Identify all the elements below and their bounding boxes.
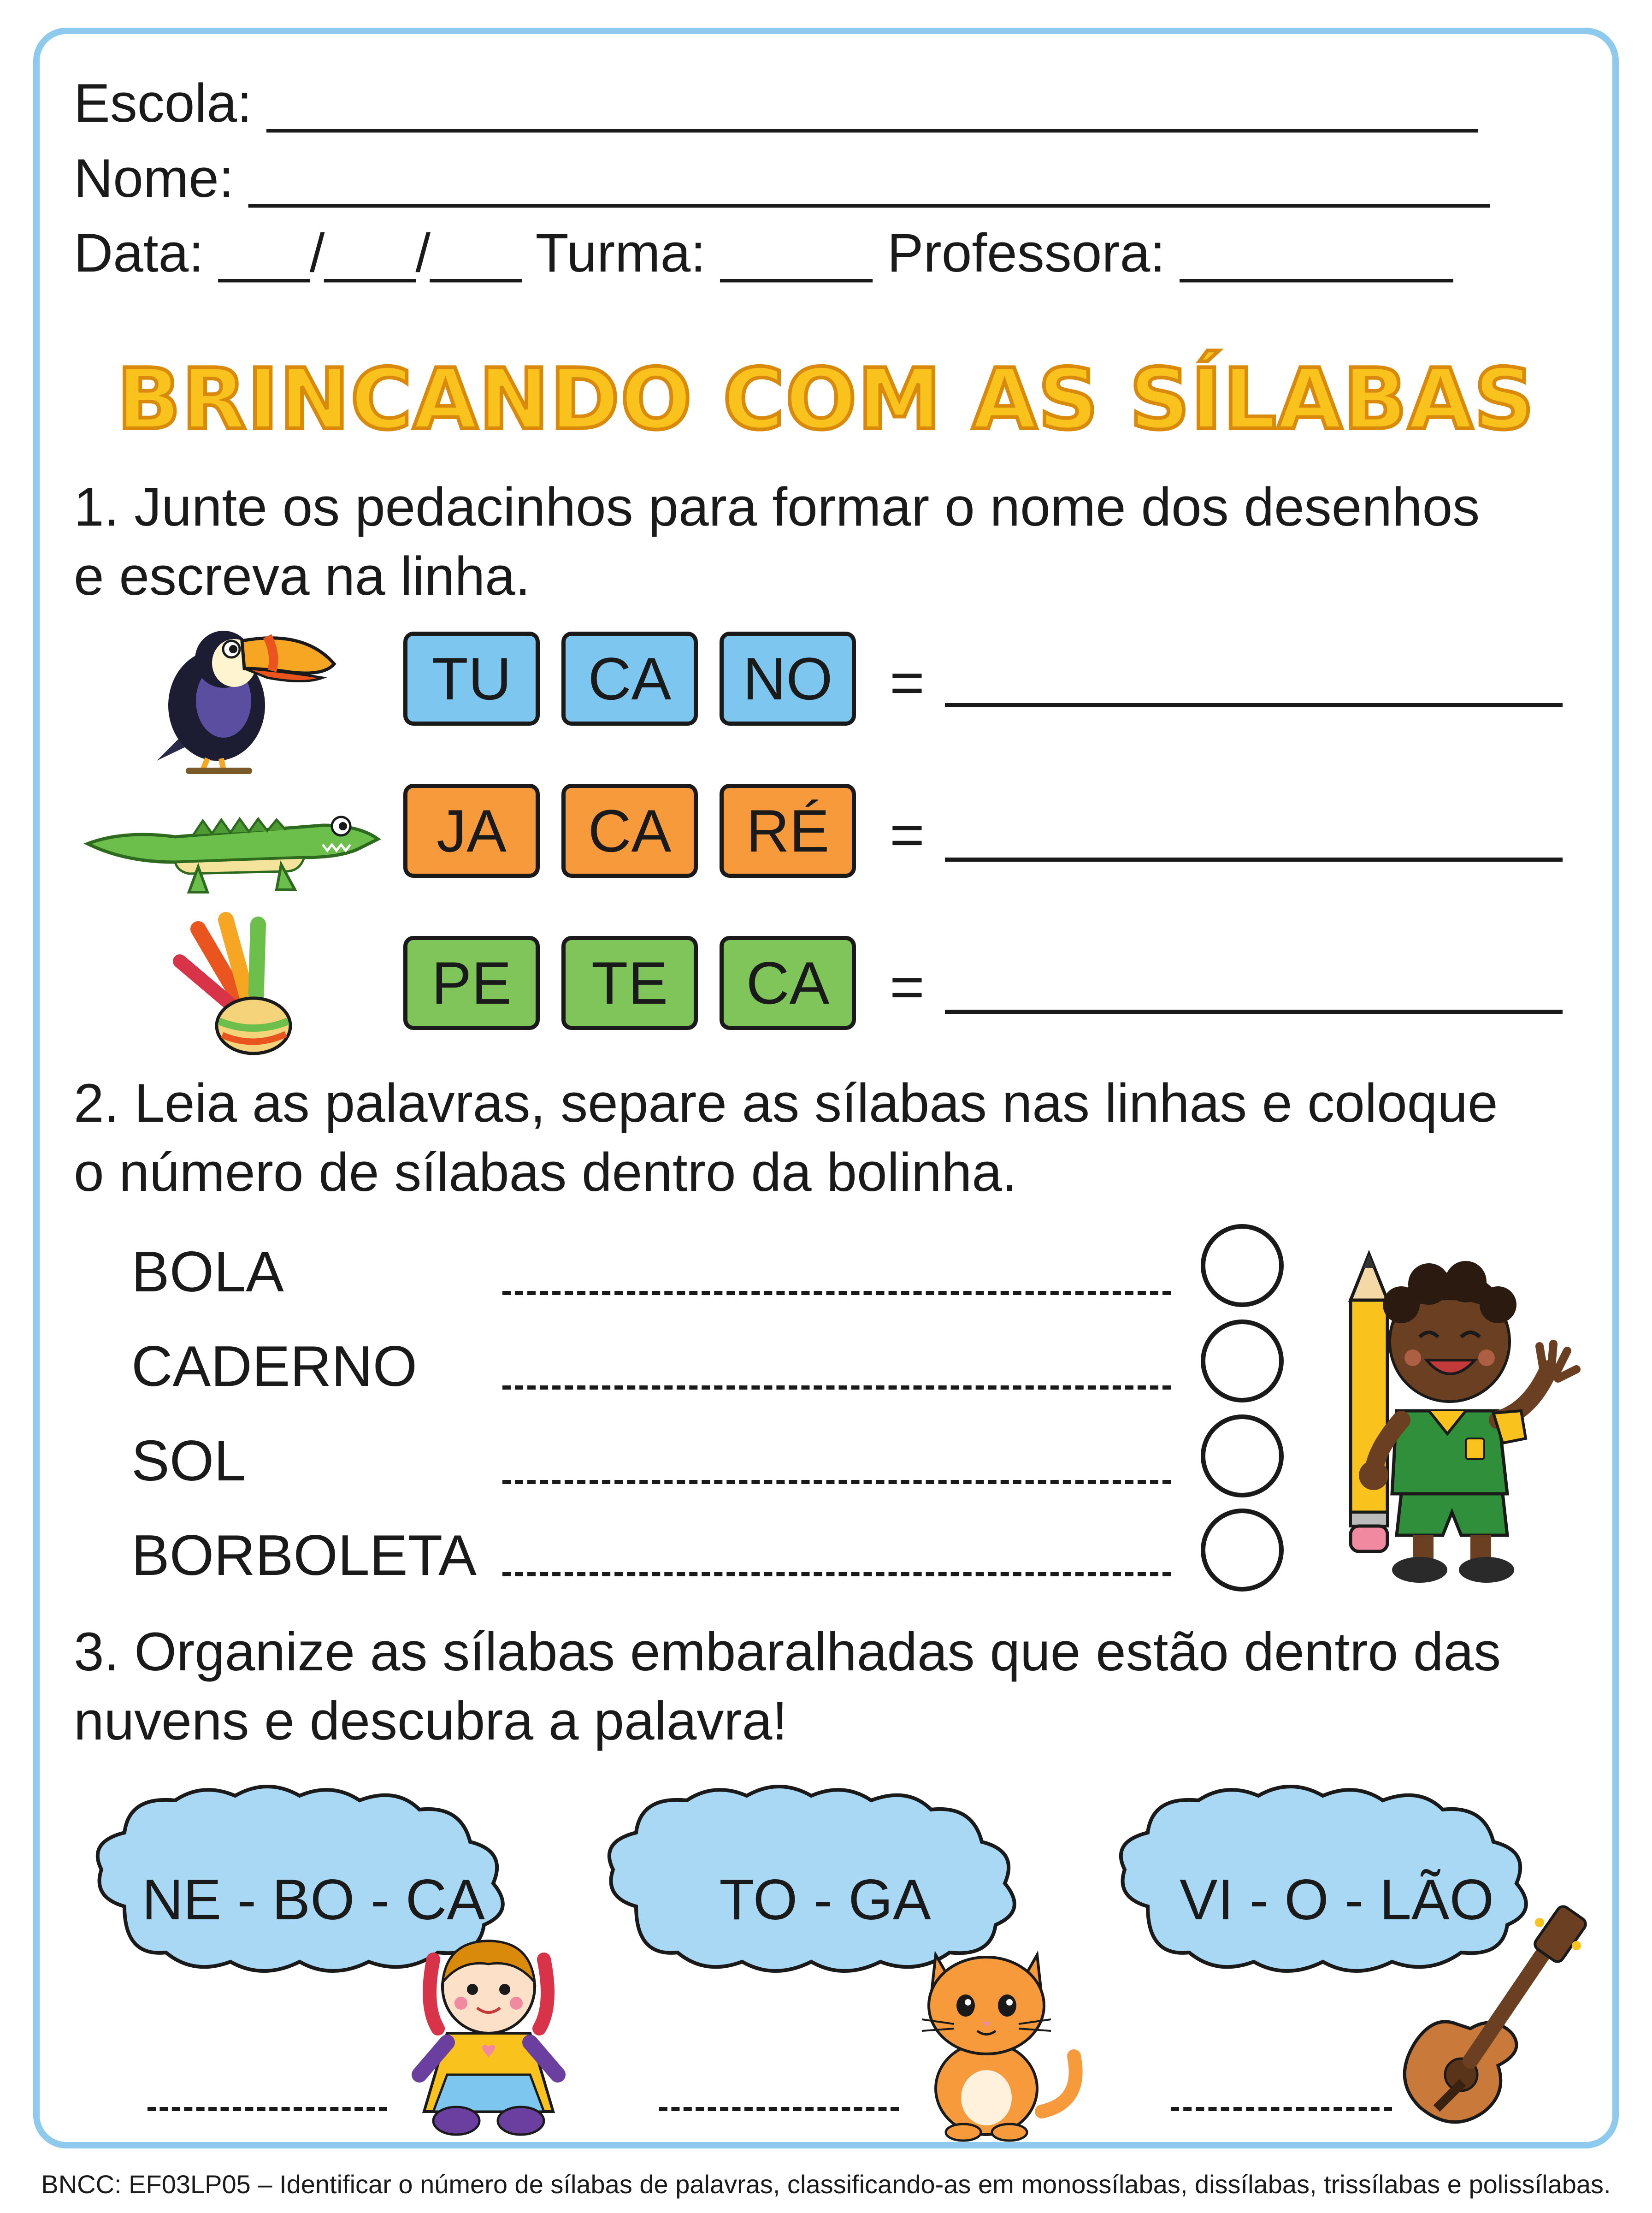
- syllable-tile: CA: [561, 784, 698, 878]
- equals-sign: =: [890, 801, 925, 868]
- answer-line-shuttlecock[interactable]: [945, 1010, 1563, 1014]
- answer-line-alligator[interactable]: [945, 858, 1563, 862]
- worksheet-title: BRINCANDO COM AS SÍLABAS: [117, 350, 1535, 448]
- syllable-tile: PE: [403, 936, 540, 1030]
- guitar-icon: [1392, 1904, 1586, 2135]
- syllable-answer-line[interactable]: [502, 1480, 1171, 1484]
- syllable-tile: CA: [720, 936, 856, 1030]
- syllable-tile: RÉ: [720, 784, 856, 878]
- shuttlecock-icon: [171, 911, 309, 1058]
- boy-with-pencil-icon: [1328, 1236, 1586, 1586]
- syllable-tile: TE: [561, 936, 698, 1030]
- q2-instruction-line1: 2. Leia as palavras, separe as sílabas nas linhas e coloque: [74, 1073, 1498, 1134]
- syllable-count-circle[interactable]: [1201, 1509, 1284, 1592]
- q1-instruction-line1: 1. Junte os pedacinhos para formar o nome dos desenhos: [74, 477, 1480, 538]
- syllable-tile: NO: [720, 632, 856, 726]
- name-field[interactable]: Nome: _________________________________________: [74, 148, 1489, 209]
- word-label: BOLA: [131, 1240, 284, 1304]
- q2-instruction-line2: o número de sílabas dentro da bolinha.: [74, 1142, 1017, 1203]
- cat-icon: [913, 1936, 1088, 2139]
- scrambled-syllables: TO - GA: [719, 1868, 931, 1932]
- scrambled-syllables: VI - O - LÃO: [1179, 1868, 1494, 1932]
- alligator-icon: [83, 793, 383, 904]
- word-label: CADERNO: [131, 1335, 418, 1398]
- syllable-tile: CA: [561, 632, 698, 726]
- equals-sign: =: [890, 953, 925, 1020]
- syllable-answer-line[interactable]: [502, 1385, 1171, 1390]
- answer-line-toucan[interactable]: [945, 703, 1563, 707]
- syllable-count-circle[interactable]: [1201, 1320, 1284, 1402]
- syllable-count-circle[interactable]: [1201, 1414, 1284, 1497]
- scrambled-syllables: NE - BO - CA: [142, 1868, 485, 1932]
- syllable-count-circle[interactable]: [1201, 1224, 1284, 1307]
- equals-sign: =: [890, 649, 925, 716]
- school-field[interactable]: Escola: ________________________________________: [74, 73, 1477, 134]
- cloud-answer-line[interactable]: [659, 2107, 899, 2111]
- cloud-answer-line[interactable]: [1171, 2107, 1392, 2111]
- q3-instruction-line2: nuvens e descubra a palavra!: [74, 1691, 788, 1751]
- syllable-answer-line[interactable]: [502, 1572, 1171, 1576]
- cloud-answer-line[interactable]: [148, 2107, 387, 2111]
- syllable-answer-line[interactable]: [502, 1291, 1171, 1295]
- syllable-tile: JA: [403, 784, 540, 878]
- word-label: SOL: [131, 1429, 246, 1493]
- q3-instruction-line1: 3. Organize as sílabas embaralhadas que estão dentro das: [74, 1621, 1501, 1682]
- doll-icon: [406, 1927, 572, 2139]
- syllable-tile: TU: [403, 632, 540, 726]
- date-class-teacher-field[interactable]: Data: ___/___/___ Turma: _____ Professora: _________: [74, 223, 1453, 284]
- q1-instruction-line2: e escreva na linha.: [74, 546, 531, 607]
- bncc-footer: BNCC: EF03LP05 – Identificar o número de sílabas de palavras, classificando-as em monossílabas, dissílabas, trissílabas e polissílabas.: [41, 2170, 1611, 2199]
- toucan-icon: [129, 609, 341, 775]
- word-label: BORBOLETA: [131, 1524, 477, 1587]
